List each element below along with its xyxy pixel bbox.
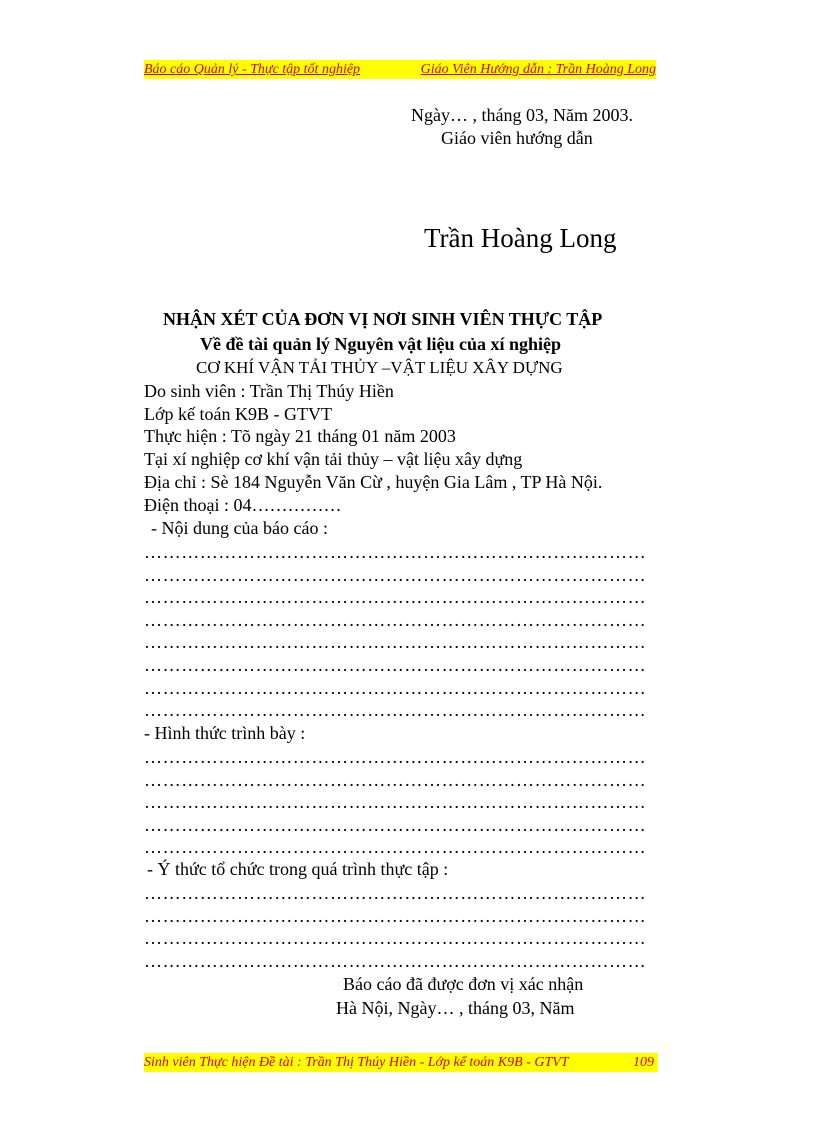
section-content-heading: - Nội dung của báo cáo : bbox=[151, 518, 328, 538]
content-dotted-lines bbox=[144, 541, 646, 722]
info-company: Tại xí nghiệp cơ khí vận tải thủy – vật liệu xây dựng bbox=[144, 449, 523, 470]
page-number: 109 bbox=[633, 1055, 654, 1070]
dotted-line: ……………………………………………………………………… bbox=[144, 564, 647, 585]
dotted-line: ……………………………………………………………………… bbox=[144, 928, 647, 949]
top-role: Giáo viên hướng dẫn bbox=[441, 128, 593, 148]
dotted-line: ……………………………………………………………………… bbox=[144, 792, 647, 813]
page-header bbox=[144, 60, 656, 79]
document-title: NHẬN XÉT CỦA ĐƠN VỊ NƠI SINH VIÊN THỰC TẬP bbox=[163, 309, 603, 329]
dotted-line: ……………………………………………………………………… bbox=[144, 654, 647, 675]
info-phone: Điện thoại : 04…………… bbox=[144, 494, 342, 515]
dotted-line: ……………………………………………………………………… bbox=[144, 814, 647, 835]
dotted-line: ……………………………………………………………………… bbox=[144, 747, 647, 767]
presentation-dotted-lines bbox=[144, 746, 646, 859]
awareness-dotted-lines bbox=[144, 882, 646, 972]
section-awareness-heading: - Ý thức tổ chức trong quá trình thực tập : bbox=[147, 859, 449, 879]
confirmation-text: Báo cáo đã được đơn vị xác nhận bbox=[343, 974, 584, 994]
document-subtitle: Về đề tài quản lý Nguyên vật liệu của xí nghiệp bbox=[200, 334, 562, 354]
top-date: Ngày… , tháng 03, Năm 2003. bbox=[411, 105, 633, 125]
company-name: CƠ KHÍ VẬN TẢI THỦY –VẬT LIỆU XÂY DỰNG bbox=[196, 358, 563, 377]
dotted-line: ……………………………………………………………………… bbox=[144, 587, 647, 608]
footer-left-text: Sinh viên Thực hiện Đề tài : Trần Thị Thúy Hiền - Lớp kế toán K9B - GTVT bbox=[144, 1055, 569, 1070]
info-student: Do sinh viên : Trần Thị Thúy Hiền bbox=[144, 381, 394, 401]
dotted-line: ……………………………………………………………………… bbox=[144, 837, 647, 858]
header-left-text: Báo cáo Quản lý - Thực tập tốt nghiệp bbox=[144, 62, 361, 77]
info-address: Địa chỉ : Sè 184 Nguyễn Văn Cừ , huyện Gia Lâm , TP Hà Nội. bbox=[144, 471, 603, 492]
dotted-line: ……………………………………………………………………… bbox=[144, 769, 647, 790]
student-info bbox=[144, 380, 602, 516]
header-right-text: Giáo Viên Hướng dẫn : Trần Hoàng Long bbox=[420, 62, 656, 77]
dotted-line: ……………………………………………………………………… bbox=[144, 677, 647, 698]
page-footer bbox=[144, 1053, 658, 1072]
dotted-line: ……………………………………………………………………… bbox=[144, 700, 647, 721]
dotted-line: ……………………………………………………………………… bbox=[144, 883, 647, 903]
dotted-line: ……………………………………………………………………… bbox=[144, 905, 647, 926]
dotted-line: ……………………………………………………………………… bbox=[144, 609, 647, 630]
dotted-line: ……………………………………………………………………… bbox=[144, 632, 647, 653]
place-date: Hà Nội, Ngày… , tháng 03, Năm bbox=[336, 998, 575, 1018]
section-presentation-heading: - Hình thức trình bày : bbox=[144, 723, 306, 743]
dotted-line: ……………………………………………………………………… bbox=[144, 950, 647, 971]
signature-name: Trần Hoàng Long bbox=[424, 223, 617, 253]
info-period: Thực hiện : Tõ ngày 21 tháng 01 năm 2003 bbox=[144, 426, 456, 447]
info-class: Lớp kế toán K9B - GTVT bbox=[144, 403, 332, 424]
dotted-line: ……………………………………………………………………… bbox=[144, 542, 647, 562]
